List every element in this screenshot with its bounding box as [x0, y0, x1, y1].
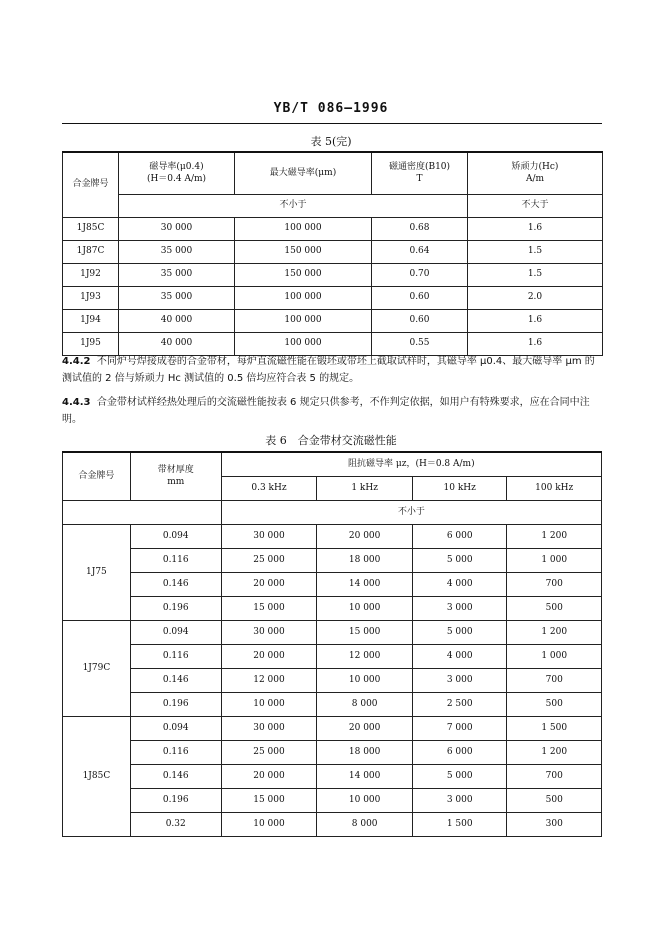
- t6-100khz-cell: 700: [507, 668, 602, 692]
- t6-0-3khz-cell: 30 000: [221, 620, 317, 644]
- t5-b10-cell: 0.70: [372, 263, 468, 286]
- table-row: [63, 572, 602, 596]
- clause-text-4-4-3: 合金带材试样经热处理后的交流磁性能按表 6 规定只供参考，不作判定依据，如用户有特殊要求，应在合同中注明。: [62, 397, 590, 425]
- t5-alloy-cell: 1J92: [63, 263, 119, 286]
- t6-10khz-cell: 5 000: [412, 764, 506, 788]
- t6-0-3khz-cell: 10 000: [221, 812, 317, 836]
- t6-100khz-cell: 1 500: [507, 716, 602, 740]
- table5: [62, 151, 603, 356]
- table-row: [63, 309, 603, 332]
- t6-0-3khz-cell: 30 000: [221, 716, 317, 740]
- t5-header-b10: [372, 152, 468, 194]
- t6-10khz-cell: 7 000: [412, 716, 506, 740]
- t6-0-3khz-cell: 25 000: [221, 548, 317, 572]
- t6-0-3khz-cell: 25 000: [221, 740, 317, 764]
- t6-0-3khz-cell: 20 000: [221, 644, 317, 668]
- t6-1khz-cell: 10 000: [317, 788, 413, 812]
- t5-header-mu04-line1: 磁导率(μ0.4): [149, 161, 204, 172]
- t6-thickness-cell: 0.196: [130, 692, 221, 716]
- t5-alloy-cell: 1J87C: [63, 240, 119, 263]
- t5-mum-cell: 100 000: [235, 286, 372, 309]
- t6-10khz-cell: 4 000: [412, 572, 506, 596]
- t6-thickness-cell: 0.116: [130, 548, 221, 572]
- t6-0-3khz-cell: 20 000: [221, 764, 317, 788]
- t5-mum-cell: 150 000: [235, 263, 372, 286]
- t5-body: [63, 217, 603, 355]
- t6-100khz-cell: 1 200: [507, 620, 602, 644]
- t6-0-3khz-cell: 15 000: [221, 788, 317, 812]
- t5-alloy-cell: 1J95: [63, 332, 119, 355]
- t6-header-freq-0: 0.3 kHz: [221, 476, 317, 500]
- t6-1khz-cell: 8 000: [317, 692, 413, 716]
- t6-thickness-cell: 0.196: [130, 788, 221, 812]
- t6-100khz-cell: 500: [507, 788, 602, 812]
- table-row: [63, 596, 602, 620]
- table-row: [63, 716, 602, 740]
- t6-10khz-cell: 3 000: [412, 596, 506, 620]
- paragraph-4-4-3: [62, 394, 604, 428]
- t6-10khz-cell: 5 000: [412, 548, 506, 572]
- t6-1khz-cell: 10 000: [317, 596, 413, 620]
- paragraph-4-4-2: [62, 353, 604, 387]
- t6-thickness-cell: 0.146: [130, 668, 221, 692]
- t5-mu04-cell: 35 000: [119, 240, 235, 263]
- t5-b10-cell: 0.68: [372, 217, 468, 240]
- t6-10khz-cell: 6 000: [412, 740, 506, 764]
- table-row: [63, 740, 602, 764]
- t5-mu04-cell: 40 000: [119, 332, 235, 355]
- t5-b10-cell: 0.60: [372, 286, 468, 309]
- t5-header-hc: [468, 152, 603, 194]
- t6-10khz-cell: 2 500: [412, 692, 506, 716]
- t6-10khz-cell: 1 500: [412, 812, 506, 836]
- t6-thickness-cell: 0.32: [130, 812, 221, 836]
- t6-10khz-cell: 5 000: [412, 620, 506, 644]
- t5-hc-cell: 1.5: [468, 240, 603, 263]
- t5-b10-cell: 0.64: [372, 240, 468, 263]
- table-row: [63, 620, 602, 644]
- t6-0-3khz-cell: 10 000: [221, 692, 317, 716]
- t6-body: [63, 524, 602, 836]
- table5-caption: 表 5(完): [310, 135, 352, 148]
- t6-header-thickness: [130, 452, 221, 500]
- table-row: [63, 692, 602, 716]
- t6-100khz-cell: 1 000: [507, 644, 602, 668]
- t6-thickness-cell: 0.116: [130, 740, 221, 764]
- t5-alloy-cell: 1J94: [63, 309, 119, 332]
- header-rule: [62, 123, 602, 124]
- t6-1khz-cell: 20 000: [317, 524, 413, 548]
- t6-1khz-cell: 18 000: [317, 548, 413, 572]
- t6-1khz-cell: 20 000: [317, 716, 413, 740]
- t5-not-more: 不大于: [468, 194, 603, 217]
- t6-thickness-cell: 0.146: [130, 572, 221, 596]
- table-row: [63, 788, 602, 812]
- table-row: [63, 332, 603, 355]
- clause-number-4-4-2: 4.4.2: [62, 356, 91, 367]
- t5-alloy-cell: 1J93: [63, 286, 119, 309]
- t6-thickness-cell: 0.146: [130, 764, 221, 788]
- t5-mum-cell: 100 000: [235, 332, 372, 355]
- t5-header-b10-line1: 磁通密度(B10): [388, 161, 451, 172]
- table-row: [63, 668, 602, 692]
- t6-1khz-cell: 15 000: [317, 620, 413, 644]
- t6-0-3khz-cell: 12 000: [221, 668, 317, 692]
- t5-mu04-cell: 35 000: [119, 286, 235, 309]
- t6-100khz-cell: 1 000: [507, 548, 602, 572]
- table-row: [63, 764, 602, 788]
- t5-header-b10-line2: T: [416, 174, 423, 185]
- t6-thickness-cell: 0.116: [130, 644, 221, 668]
- t6-alloy-cell: 1J79C: [63, 620, 131, 716]
- t6-header-freq-3: 100 kHz: [507, 476, 602, 500]
- t6-100khz-cell: 700: [507, 764, 602, 788]
- t5-mum-cell: 100 000: [235, 309, 372, 332]
- t6-0-3khz-cell: 30 000: [221, 524, 317, 548]
- table-row: [63, 644, 602, 668]
- t5-hc-cell: 1.6: [468, 217, 603, 240]
- t5-mu04-cell: 35 000: [119, 263, 235, 286]
- t6-1khz-cell: 12 000: [317, 644, 413, 668]
- t5-mu04-cell: 40 000: [119, 309, 235, 332]
- t5-header-mu04: [119, 152, 235, 194]
- t5-alloy-cell: 1J85C: [63, 217, 119, 240]
- t6-100khz-cell: 500: [507, 596, 602, 620]
- t5-b10-cell: 0.60: [372, 309, 468, 332]
- table6: [62, 451, 602, 837]
- t6-0-3khz-cell: 20 000: [221, 572, 317, 596]
- t6-10khz-cell: 3 000: [412, 668, 506, 692]
- t6-header-freq-1: 1 kHz: [317, 476, 413, 500]
- t5-mum-cell: 100 000: [235, 217, 372, 240]
- t5-hc-cell: 1.5: [468, 263, 603, 286]
- t6-thickness-cell: 0.094: [130, 716, 221, 740]
- t6-1khz-cell: 18 000: [317, 740, 413, 764]
- t6-10khz-cell: 4 000: [412, 644, 506, 668]
- t5-hc-cell: 1.6: [468, 309, 603, 332]
- t6-100khz-cell: 1 200: [507, 740, 602, 764]
- t5-not-less: 不小于: [119, 194, 468, 217]
- table-row: [63, 812, 602, 836]
- t6-thickness-cell: 0.196: [130, 596, 221, 620]
- t6-header-freq-2: 10 kHz: [412, 476, 506, 500]
- t6-blank: [63, 500, 222, 524]
- t6-1khz-cell: 10 000: [317, 668, 413, 692]
- t6-alloy-cell: 1J75: [63, 524, 131, 620]
- t6-thickness-cell: 0.094: [130, 620, 221, 644]
- table-row: [63, 217, 603, 240]
- t6-header-impedance: 阻抗磁导率 μz，(H＝0.8 A/m): [221, 452, 601, 476]
- t5-header-mum: 最大磁导率(μm): [235, 152, 372, 194]
- t5-hc-cell: 2.0: [468, 286, 603, 309]
- t6-not-less: 不小于: [221, 500, 601, 524]
- t5-header-mu04-line2: (H＝0.4 A/m): [146, 174, 207, 185]
- t6-header-thickness-line2: mm: [167, 477, 185, 488]
- clause-text-4-4-2: 不同炉号焊接成卷的合金带材，每炉直流磁性能在锻坯或带坯上截取试样时，其磁导率 μ0.4、最大磁导率 μm 的测试值的 2 倍与矫顽力 Hc 测试值的 0.5 倍均应符合表 5 的规定。: [62, 356, 595, 384]
- t6-thickness-cell: 0.094: [130, 524, 221, 548]
- t6-10khz-cell: 6 000: [412, 524, 506, 548]
- t6-10khz-cell: 3 000: [412, 788, 506, 812]
- t6-header-alloy: 合金牌号: [63, 452, 131, 500]
- t5-hc-cell: 1.6: [468, 332, 603, 355]
- table-row: [63, 240, 603, 263]
- t6-1khz-cell: 8 000: [317, 812, 413, 836]
- table6-caption: 表 6 合金带材交流磁性能: [265, 434, 397, 447]
- t5-mum-cell: 150 000: [235, 240, 372, 263]
- t6-100khz-cell: 500: [507, 692, 602, 716]
- t6-alloy-cell: 1J85C: [63, 716, 131, 836]
- t6-100khz-cell: 300: [507, 812, 602, 836]
- table-row: [63, 263, 603, 286]
- table-row: [63, 286, 603, 309]
- t6-100khz-cell: 700: [507, 572, 602, 596]
- t5-header-hc-line1: 矫顽力(Hc): [511, 161, 559, 172]
- clause-number-4-4-3: 4.4.3: [62, 397, 91, 408]
- t6-0-3khz-cell: 15 000: [221, 596, 317, 620]
- table-row: [63, 524, 602, 548]
- t5-header-hc-line2: A/m: [525, 174, 545, 185]
- t6-header-thickness-line1: 带材厚度: [157, 464, 194, 475]
- t5-header-alloy: 合金牌号: [63, 152, 119, 217]
- t6-100khz-cell: 1 200: [507, 524, 602, 548]
- table-row: [63, 548, 602, 572]
- document-header: YB/T 086—1996: [273, 101, 389, 116]
- t6-1khz-cell: 14 000: [317, 764, 413, 788]
- t5-mu04-cell: 30 000: [119, 217, 235, 240]
- t5-b10-cell: 0.55: [372, 332, 468, 355]
- t6-1khz-cell: 14 000: [317, 572, 413, 596]
